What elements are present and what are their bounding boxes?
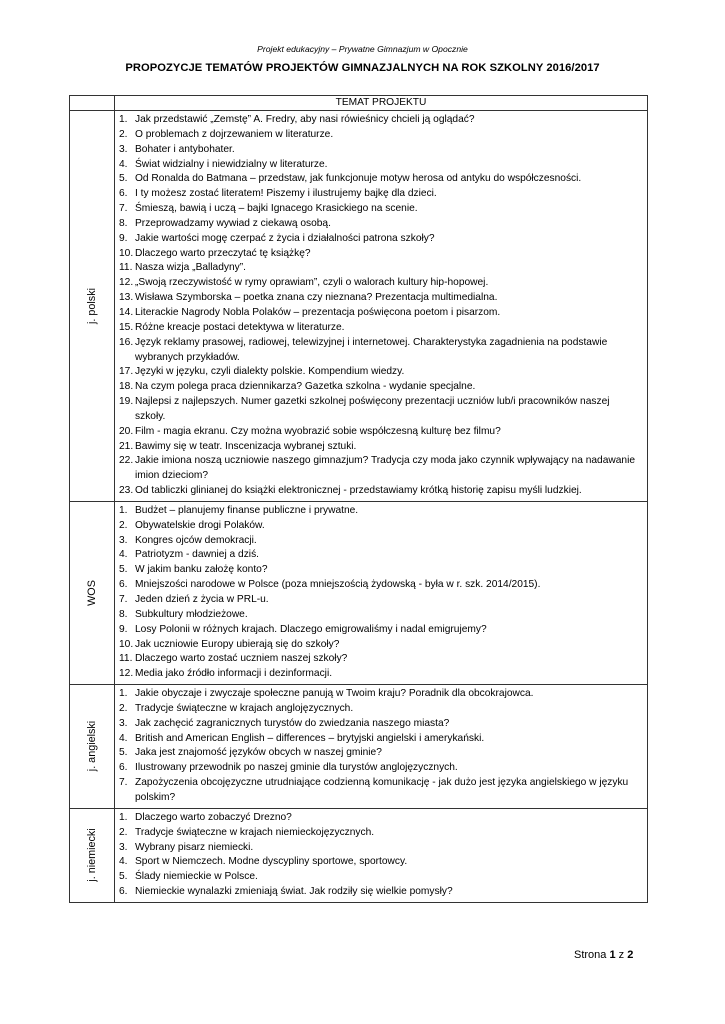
item-text: Patriotyzm - dawniej a dziś. bbox=[135, 549, 259, 561]
item-text: Jak uczniowie Europy ubierają się do szkoły? bbox=[135, 638, 340, 650]
item-number: 3. bbox=[119, 143, 128, 155]
item-text: Jakie obyczaje i zwyczaje społeczne panują w Twoim kraju? Poradnik dla obcokrajowca. bbox=[135, 688, 534, 700]
item-number: 4. bbox=[119, 158, 128, 170]
item-number: 10. bbox=[119, 247, 134, 259]
item-number: 2. bbox=[119, 519, 128, 531]
page-total: 2 bbox=[627, 949, 634, 961]
item-number: 6. bbox=[119, 188, 128, 200]
list-item bbox=[119, 732, 641, 747]
item-text: Niemieckie wynalazki zmieniają świat. Jak rodziły się wielkie pomysły? bbox=[135, 886, 453, 898]
item-number: 7. bbox=[119, 594, 128, 605]
subject-label: j. polski bbox=[86, 287, 98, 324]
subject-cell bbox=[70, 685, 115, 809]
item-number: 1. bbox=[119, 114, 128, 125]
table-header-topic: TEMAT PROJEKTU bbox=[115, 96, 648, 111]
list-item bbox=[119, 113, 641, 128]
page-number bbox=[574, 949, 633, 961]
list-item bbox=[119, 291, 641, 306]
list-item bbox=[119, 687, 641, 702]
list-item bbox=[119, 841, 641, 856]
item-text: Najlepsi z najlepszych. Numer gazetki szkolnej poświęcony prezentacji uczniów lub/i pracowników naszej szkoły. bbox=[135, 396, 610, 422]
topics-table bbox=[69, 95, 648, 903]
item-text: I ty możesz zostać literatem! Piszemy i ilustrujemy bajkę dla dzieci. bbox=[135, 188, 437, 200]
item-number: 1. bbox=[119, 504, 128, 516]
list-item bbox=[119, 321, 641, 336]
item-text: Jakie wartości mogę czerpać z życia i działalności patrona szkoły? bbox=[135, 232, 435, 244]
item-text: Dlaczego warto zobaczyć Drezno? bbox=[135, 811, 292, 823]
item-number: 11. bbox=[119, 653, 133, 665]
item-number: 4. bbox=[119, 549, 128, 561]
list-item bbox=[119, 578, 641, 593]
list-item bbox=[119, 232, 641, 247]
item-text: Ślady niemieckie w Polsce. bbox=[135, 871, 258, 883]
list-item bbox=[119, 143, 641, 158]
item-number: 6. bbox=[119, 762, 128, 774]
list-item bbox=[119, 380, 641, 395]
item-number: 7. bbox=[119, 777, 128, 789]
topics-cell bbox=[115, 808, 648, 902]
item-text: Jakie imiona noszą uczniowie naszego gimnazjum? Tradycja czy moda jako czynnik wpływający na nadawanie imion dzieciom? bbox=[135, 455, 636, 482]
item-text: Nasza wizja „Balladyny”. bbox=[135, 262, 246, 274]
item-text: Kongres ojców demokracji. bbox=[135, 534, 257, 546]
item-number: 16. bbox=[119, 336, 134, 348]
item-text: Od tabliczki glinianej do książki elektronicznej - przedstawiamy krótką historię zapisu myśli ludzkiej. bbox=[135, 485, 582, 497]
item-text: Losy Polonii w różnych krajach. Dlaczego emigrowaliśmy i nadal emigrujemy? bbox=[135, 623, 487, 635]
list-item bbox=[119, 717, 641, 732]
item-number: 3. bbox=[119, 534, 128, 546]
subject-cell bbox=[70, 111, 115, 502]
topics-cell bbox=[115, 501, 648, 684]
item-text: Różne kreacje postaci detektywa w literaturze. bbox=[135, 321, 345, 333]
list-item bbox=[119, 425, 641, 440]
list-item bbox=[119, 534, 641, 549]
item-number: 17. bbox=[119, 366, 134, 378]
item-number: 1. bbox=[119, 811, 128, 823]
list-item bbox=[119, 247, 641, 262]
page-current: 1 bbox=[609, 949, 616, 961]
item-text: Sport w Niemczech. Modne dyscypliny sportowe, sportowcy. bbox=[135, 856, 408, 868]
list-item bbox=[119, 336, 641, 366]
item-text: Budżet – planujemy finanse publiczne i prywatne. bbox=[135, 504, 359, 516]
list-item bbox=[119, 276, 641, 291]
item-text: Wisława Szymborska – poetka znana czy nieznana? Prezentacja multimedialna. bbox=[135, 292, 498, 304]
table-header-row bbox=[70, 96, 648, 111]
item-text: Jak przedstawić „Zemstę” A. Fredry, aby nasi rówieśnicy chcieli ją oglądać? bbox=[135, 114, 475, 125]
topics-list bbox=[115, 111, 647, 501]
item-text: Media jako źródło informacji i dezinformacji. bbox=[135, 668, 333, 680]
item-text: British and American English – differences – brytyjski angielski i amerykański. bbox=[135, 732, 485, 744]
item-number: 23. bbox=[119, 485, 134, 497]
item-number: 9. bbox=[119, 623, 128, 635]
list-item bbox=[119, 623, 641, 638]
item-text: Świat widzialny i niewidzialny w literaturze. bbox=[135, 158, 328, 170]
list-item bbox=[119, 776, 641, 806]
item-number: 10. bbox=[119, 638, 134, 650]
item-number: 12. bbox=[119, 277, 134, 289]
list-item bbox=[119, 454, 641, 484]
item-text: Tradycje świąteczne w krajach niemieckojęzycznych. bbox=[135, 826, 375, 838]
section-row-wos bbox=[70, 501, 648, 684]
list-item bbox=[119, 187, 641, 202]
item-text: O problemach z dojrzewaniem w literaturze. bbox=[135, 128, 334, 140]
list-item bbox=[119, 811, 641, 826]
list-item bbox=[119, 202, 641, 217]
subject-cell bbox=[70, 808, 115, 902]
item-text: Język reklamy prasowej, radiowej, telewizyjnej i internetowej. Charakterystyka zagadnienia na podstawie wybranych przykładów. bbox=[135, 336, 608, 363]
item-text: Języki w języku, czyli dialekty polskie. Kompendium wiedzy. bbox=[135, 366, 405, 378]
topics-list bbox=[115, 809, 647, 902]
item-text: Śmieszą, bawią i uczą – bajki Ignacego Krasickiego na scenie. bbox=[135, 203, 418, 215]
header-note: Projekt edukacyjny – Prywatne Gimnazjum w Opocznie bbox=[257, 44, 468, 54]
table-header-corner bbox=[70, 96, 115, 111]
list-item bbox=[119, 158, 641, 173]
item-text: Obywatelskie drogi Polaków. bbox=[135, 519, 265, 531]
list-item bbox=[119, 395, 641, 425]
list-item bbox=[119, 667, 641, 682]
section-row-j-polski bbox=[70, 111, 648, 502]
list-item bbox=[119, 306, 641, 321]
item-text: Literackie Nagrody Nobla Polaków – prezentacja poświęcona poetom i pisarzom. bbox=[135, 306, 501, 318]
topics-list bbox=[115, 502, 647, 684]
document-title: PROPOZYCJE TEMATÓW PROJEKTÓW GIMNAZJALNYCH NA ROK SZKOLNY 2016/2017 bbox=[125, 62, 600, 74]
list-item bbox=[119, 519, 641, 534]
item-text: Na czym polega praca dziennikarza? Gazetka szkolna - wydanie specjalne. bbox=[135, 381, 476, 393]
item-number: 6. bbox=[119, 886, 128, 898]
list-item bbox=[119, 217, 641, 232]
item-number: 11. bbox=[119, 262, 133, 274]
list-item bbox=[119, 504, 641, 519]
list-item bbox=[119, 440, 641, 455]
section-row-j-niemiecki bbox=[70, 808, 648, 902]
item-text: Ilustrowany przewodnik po naszej gminie dla turystów anglojęzycznych. bbox=[135, 762, 458, 774]
list-item bbox=[119, 172, 641, 187]
item-text: Zapożyczenia obcojęzyczne utrudniające codzienną komunikację - jak dużo jest języka angielskiego w języku polskim? bbox=[135, 777, 629, 803]
topics-cell bbox=[115, 111, 648, 502]
item-number: 21. bbox=[119, 440, 134, 452]
subject-label: j. angielski bbox=[86, 721, 98, 772]
item-number: 5. bbox=[119, 173, 128, 185]
list-item bbox=[119, 638, 641, 653]
item-number: 5. bbox=[119, 564, 128, 576]
item-number: 8. bbox=[119, 217, 128, 229]
item-number: 6. bbox=[119, 579, 128, 591]
list-item bbox=[119, 548, 641, 563]
item-text: Od Ronalda do Batmana – przedstaw, jak funkcjonuje motyw herosa od antyku do współczesności. bbox=[135, 173, 582, 185]
item-text: Mniejszości narodowe w Polsce (poza mniejszością żydowską - była w r. szk. 2014/2015). bbox=[135, 579, 541, 591]
item-text: Bawimy się w teatr. Inscenizacja wybranej sztuki. bbox=[135, 440, 357, 452]
list-item bbox=[119, 826, 641, 841]
page-separator: z bbox=[615, 949, 628, 961]
list-item bbox=[119, 746, 641, 761]
list-item bbox=[119, 761, 641, 776]
item-text: Dlaczego warto zostać uczniem naszej szkoły? bbox=[135, 653, 348, 665]
item-text: Tradycje świąteczne w krajach anglojęzycznych. bbox=[135, 702, 354, 714]
item-number: 5. bbox=[119, 871, 128, 883]
item-number: 2. bbox=[119, 702, 128, 714]
item-number: 5. bbox=[119, 747, 128, 759]
list-item bbox=[119, 365, 641, 380]
list-item bbox=[119, 885, 641, 900]
item-number: 18. bbox=[119, 381, 134, 393]
item-number: 14. bbox=[119, 306, 134, 318]
item-number: 20. bbox=[119, 425, 134, 437]
subject-label: WOS bbox=[86, 580, 98, 606]
item-text: Bohater i antybohater. bbox=[135, 143, 235, 155]
item-text: Jeden dzień z życia w PRL-u. bbox=[135, 594, 269, 605]
item-number: 3. bbox=[119, 841, 128, 853]
page-prefix: Strona bbox=[574, 949, 610, 961]
list-item bbox=[119, 484, 641, 499]
list-item bbox=[119, 563, 641, 578]
item-text: Jak zachęcić zagranicznych turystów do zwiedzania naszego miasta? bbox=[135, 717, 450, 729]
list-item bbox=[119, 608, 641, 623]
item-text: W jakim banku założę konto? bbox=[135, 564, 268, 576]
subject-label: j. niemiecki bbox=[86, 828, 98, 883]
item-number: 22. bbox=[119, 455, 134, 467]
item-text: Jaka jest znajomość języków obcych w naszej gminie? bbox=[135, 747, 382, 759]
item-number: 4. bbox=[119, 732, 128, 744]
item-text: Wybrany pisarz niemiecki. bbox=[135, 841, 254, 853]
list-item bbox=[119, 652, 641, 667]
item-text: Dlaczego warto przeczytać tę książkę? bbox=[135, 247, 311, 259]
item-number: 13. bbox=[119, 292, 134, 304]
item-text: Przeprowadzamy wywiad z ciekawą osobą. bbox=[135, 217, 331, 229]
item-text: Subkultury młodzieżowe. bbox=[135, 608, 248, 620]
item-number: 7. bbox=[119, 203, 128, 215]
list-item bbox=[119, 593, 641, 608]
list-item bbox=[119, 870, 641, 885]
subject-cell bbox=[70, 501, 115, 684]
topics-list bbox=[115, 685, 647, 808]
list-item bbox=[119, 702, 641, 717]
list-item bbox=[119, 128, 641, 143]
item-text: Film - magia ekranu. Czy można wyobrazić sobie współczesną kulturę bez filmu? bbox=[135, 425, 501, 437]
item-number: 8. bbox=[119, 608, 128, 620]
topics-cell bbox=[115, 685, 648, 809]
item-number: 12. bbox=[119, 668, 134, 680]
item-number: 3. bbox=[119, 717, 128, 729]
item-number: 9. bbox=[119, 232, 128, 244]
item-number: 19. bbox=[119, 396, 134, 408]
list-item bbox=[119, 261, 641, 276]
item-number: 15. bbox=[119, 321, 134, 333]
list-item bbox=[119, 855, 641, 870]
item-number: 2. bbox=[119, 128, 128, 140]
item-text: „Swoją rzeczywistość w rymy oprawiam”, czyli o walorach kultury hip-hopowej. bbox=[135, 277, 489, 289]
item-number: 2. bbox=[119, 826, 128, 838]
section-row-j-angielski bbox=[70, 685, 648, 809]
item-number: 4. bbox=[119, 856, 128, 868]
item-number: 1. bbox=[119, 688, 128, 700]
